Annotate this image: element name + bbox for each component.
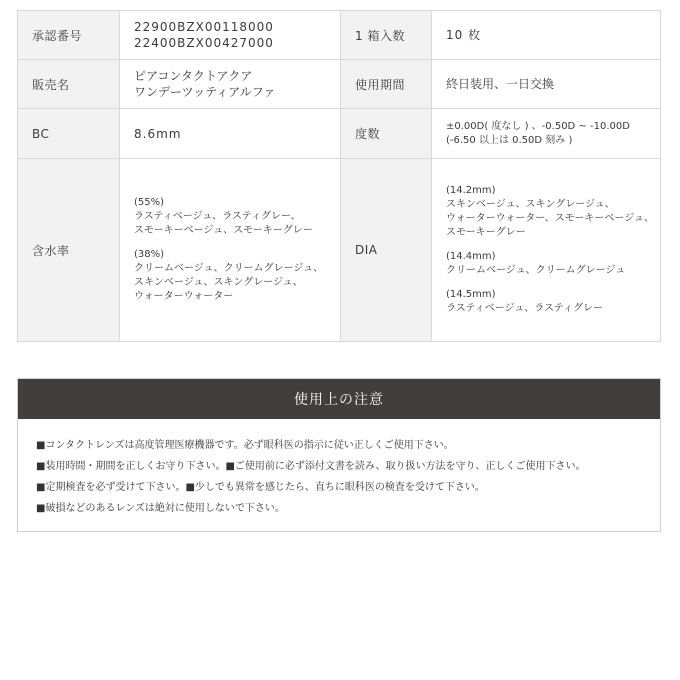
- dia-group-14-2: (14.2mm) スキンベージュ、スキングレージュ、 ウォーターウォーター、スモーキーベージュ、 スモーキーグレー: [446, 185, 654, 238]
- value-usage-period: 終日装用、一日交換: [446, 77, 555, 91]
- dia-group-14-5: (14.5mm) ラスティベージュ、ラスティグレー: [446, 289, 603, 314]
- value-power: ±0.00D( 度なし ) 、-0.50D ~ -10.00D (-6.50 以上は 0.50D 刻み ): [446, 120, 630, 146]
- label-power: 度数: [341, 109, 432, 158]
- spec-row-product-name: [18, 59, 660, 108]
- label-box-count: 1 箱入数: [341, 11, 432, 59]
- label-water-content: 含水率: [18, 159, 120, 341]
- usage-notice-box: [17, 378, 661, 532]
- label-dia: DIA: [341, 159, 432, 341]
- notice-title: 使用上の注意: [18, 379, 660, 419]
- water-group-38: (38%) クリームベージュ、クリームグレージュ、 スキンベージュ、スキングレージュ、 ウォーターウォーター: [134, 249, 324, 302]
- value-approval-number: 22900BZX00118000 22400BZX00427000: [120, 11, 341, 59]
- value-bc: 8.6mm: [120, 109, 341, 158]
- notice-line: ■コンタクトレンズは高度管理医療機器です。必ず眼科医の指示に従い正しくご使用下さい。: [36, 440, 454, 451]
- spec-row-water-dia: [18, 158, 660, 341]
- label-product-name: 販売名: [18, 60, 120, 108]
- label-bc: BC: [18, 109, 120, 158]
- value-product-name: ピアコンタクトアクア ワンデーツッティアルファ: [120, 60, 341, 108]
- spec-table: [17, 10, 661, 342]
- value-box-count: 10 枚: [446, 28, 482, 42]
- label-approval-number: 承認番号: [18, 11, 120, 59]
- notice-line: ■定期検査を必ず受けて下さい。■少しでも異常を感じたら、直ちに眼科医の検査を受けて下さい。: [36, 482, 485, 493]
- dia-group-14-4: (14.4mm) クリームベージュ、クリームグレージュ: [446, 251, 626, 276]
- water-group-55: (55%) ラスティベージュ、ラスティグレー、 スモーキーベージュ、スモーキーグレー: [134, 197, 313, 236]
- notice-line: ■装用時間・期間を正しくお守り下さい。■ご使用前に必ず添付文書を読み、取り扱い方法を守り、正しくご使用下さい。: [36, 461, 586, 472]
- notice-body: [18, 419, 660, 519]
- value-water-content: [120, 159, 341, 341]
- label-usage-period: 使用期間: [341, 60, 432, 108]
- spec-row-bc: [18, 108, 660, 158]
- notice-line: ■破損などのあるレンズは絶対に使用しないで下さい。: [36, 503, 285, 514]
- value-dia: [432, 159, 660, 341]
- spec-row-approval: [18, 11, 660, 59]
